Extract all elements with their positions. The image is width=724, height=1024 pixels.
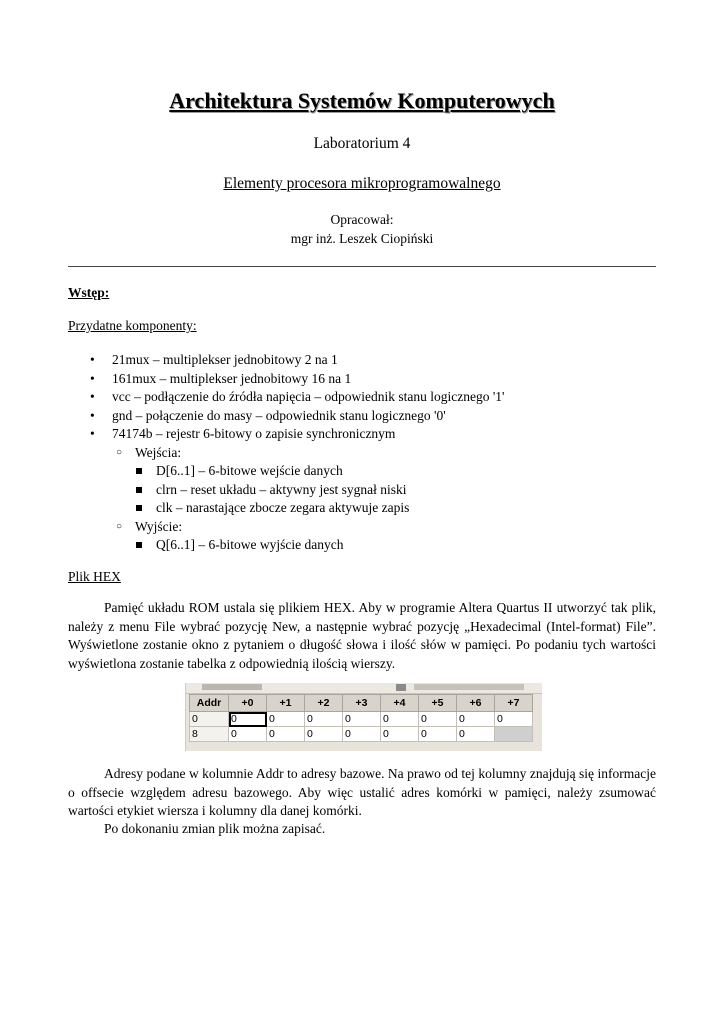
- horizontal-rule: [68, 266, 656, 267]
- column-header: +6: [457, 695, 495, 712]
- memory-cell[interactable]: 0: [343, 727, 381, 742]
- bullet-icon: •: [90, 352, 95, 367]
- document-title: Architektura Systemów Komputerowych: [169, 88, 555, 113]
- memory-cell[interactable]: 0: [495, 712, 533, 727]
- section-heading-hex: Plik HEX: [68, 569, 121, 584]
- square-bullet-icon: [136, 468, 142, 474]
- author-label: Opracował:: [330, 212, 394, 227]
- column-header: +7: [495, 695, 533, 712]
- address-cell: 8: [190, 727, 229, 742]
- memory-cell[interactable]: 0: [267, 727, 305, 742]
- list-item: • 21mux – multiplekser jednobitowy 2 na 1: [68, 351, 668, 370]
- components-list: [68, 351, 668, 555]
- memory-cell[interactable]: 0: [343, 712, 381, 727]
- circle-bullet-icon: ○: [116, 520, 123, 532]
- list-item: clk – narastające zbocze zegara aktywuje zapis: [68, 499, 668, 518]
- document-subtitle: Elementy procesora mikroprogramowalnego: [223, 175, 501, 192]
- table-header-row: [190, 695, 533, 712]
- paragraph-save: Po dokonaniu zmian plik można zapisać.: [104, 821, 326, 836]
- memory-cell-selected[interactable]: 0: [229, 712, 267, 727]
- hex-editor-screenshot: [185, 683, 542, 751]
- memory-cell-empty: [495, 727, 533, 742]
- author-block: [0, 210, 724, 248]
- column-header: +2: [305, 695, 343, 712]
- list-item: • 74174b – rejestr 6-bitowy o zapisie synchronicznym: [68, 425, 668, 444]
- table-row: [190, 727, 533, 742]
- paragraph-addresses: Adresy podane w kolumnie Addr to adresy bazowe. Na prawo od tej kolumny znajdują się informacje o offsecie względem adresu bazowego. Aby więc ustalić adres komórki w pamięci, należy zsumować wartości etykiet wiersza i kolumny dla danej komórki.: [68, 766, 656, 818]
- column-header: +4: [381, 695, 419, 712]
- screenshot-toolbar-fragment: [186, 683, 542, 694]
- circle-bullet-icon: ○: [116, 446, 123, 458]
- list-item: • vcc – podłączenie do źródła napięcia – odpowiednik stanu logicznego '1': [68, 388, 668, 407]
- section-heading-intro: Wstęp:: [68, 285, 110, 300]
- memory-cell[interactable]: 0: [457, 727, 495, 742]
- square-bullet-icon: [136, 542, 142, 548]
- table-row: [190, 712, 533, 727]
- square-bullet-icon: [136, 505, 142, 511]
- memory-cell[interactable]: 0: [419, 712, 457, 727]
- memory-cell[interactable]: 0: [419, 727, 457, 742]
- square-bullet-icon: [136, 487, 142, 493]
- memory-cell[interactable]: 0: [457, 712, 495, 727]
- list-item: • gnd – połączenie do masy – odpowiednik stanu logicznego '0': [68, 407, 668, 426]
- lab-number: Laboratorium 4: [313, 135, 411, 152]
- list-item-outputs: ○ Wyjście:: [68, 518, 668, 537]
- memory-cell[interactable]: 0: [381, 712, 419, 727]
- list-item: clrn – reset układu – aktywny jest sygnał niski: [68, 481, 668, 500]
- list-item: • 161mux – multiplekser jednobitowy 16 na 1: [68, 370, 668, 389]
- column-header: +3: [343, 695, 381, 712]
- memory-cell[interactable]: 0: [305, 712, 343, 727]
- memory-cell[interactable]: 0: [229, 727, 267, 742]
- components-label: Przydatne komponenty:: [68, 318, 197, 333]
- column-header: Addr: [190, 695, 229, 712]
- bullet-icon: •: [90, 426, 95, 441]
- list-item: Q[6..1] – 6-bitowe wyjście danych: [68, 536, 668, 555]
- column-header: +5: [419, 695, 457, 712]
- list-item: D[6..1] – 6-bitowe wejście danych: [68, 462, 668, 481]
- memory-cell[interactable]: 0: [305, 727, 343, 742]
- bullet-icon: •: [90, 407, 95, 423]
- column-header: +1: [267, 695, 305, 712]
- address-cell: 0: [190, 712, 229, 727]
- paragraph-hex-intro: Pamięć układu ROM ustala się plikiem HEX. Aby w programie Altera Quartus II utworzyć tak plik, należy z menu File wybrać pozycję New, a następnie wybrać pozycję „Hexadecimal (Intel-format) File”. Wyświetlone zostanie okno z pytaniem o długość słowa i ilość słów w pamięci. Po podaniu tych wartości wyświetlona zostanie tabelka z odpowiednią ilością wierszy.: [68, 600, 656, 671]
- author-name: mgr inż. Leszek Ciopiński: [290, 231, 434, 246]
- memory-cell[interactable]: 0: [267, 712, 305, 727]
- memory-cell[interactable]: 0: [381, 727, 419, 742]
- list-item-inputs: ○ Wejścia:: [68, 444, 668, 463]
- hex-table: [189, 694, 533, 742]
- bullet-icon: •: [90, 389, 95, 404]
- bullet-icon: •: [90, 370, 95, 386]
- column-header: +0: [229, 695, 267, 712]
